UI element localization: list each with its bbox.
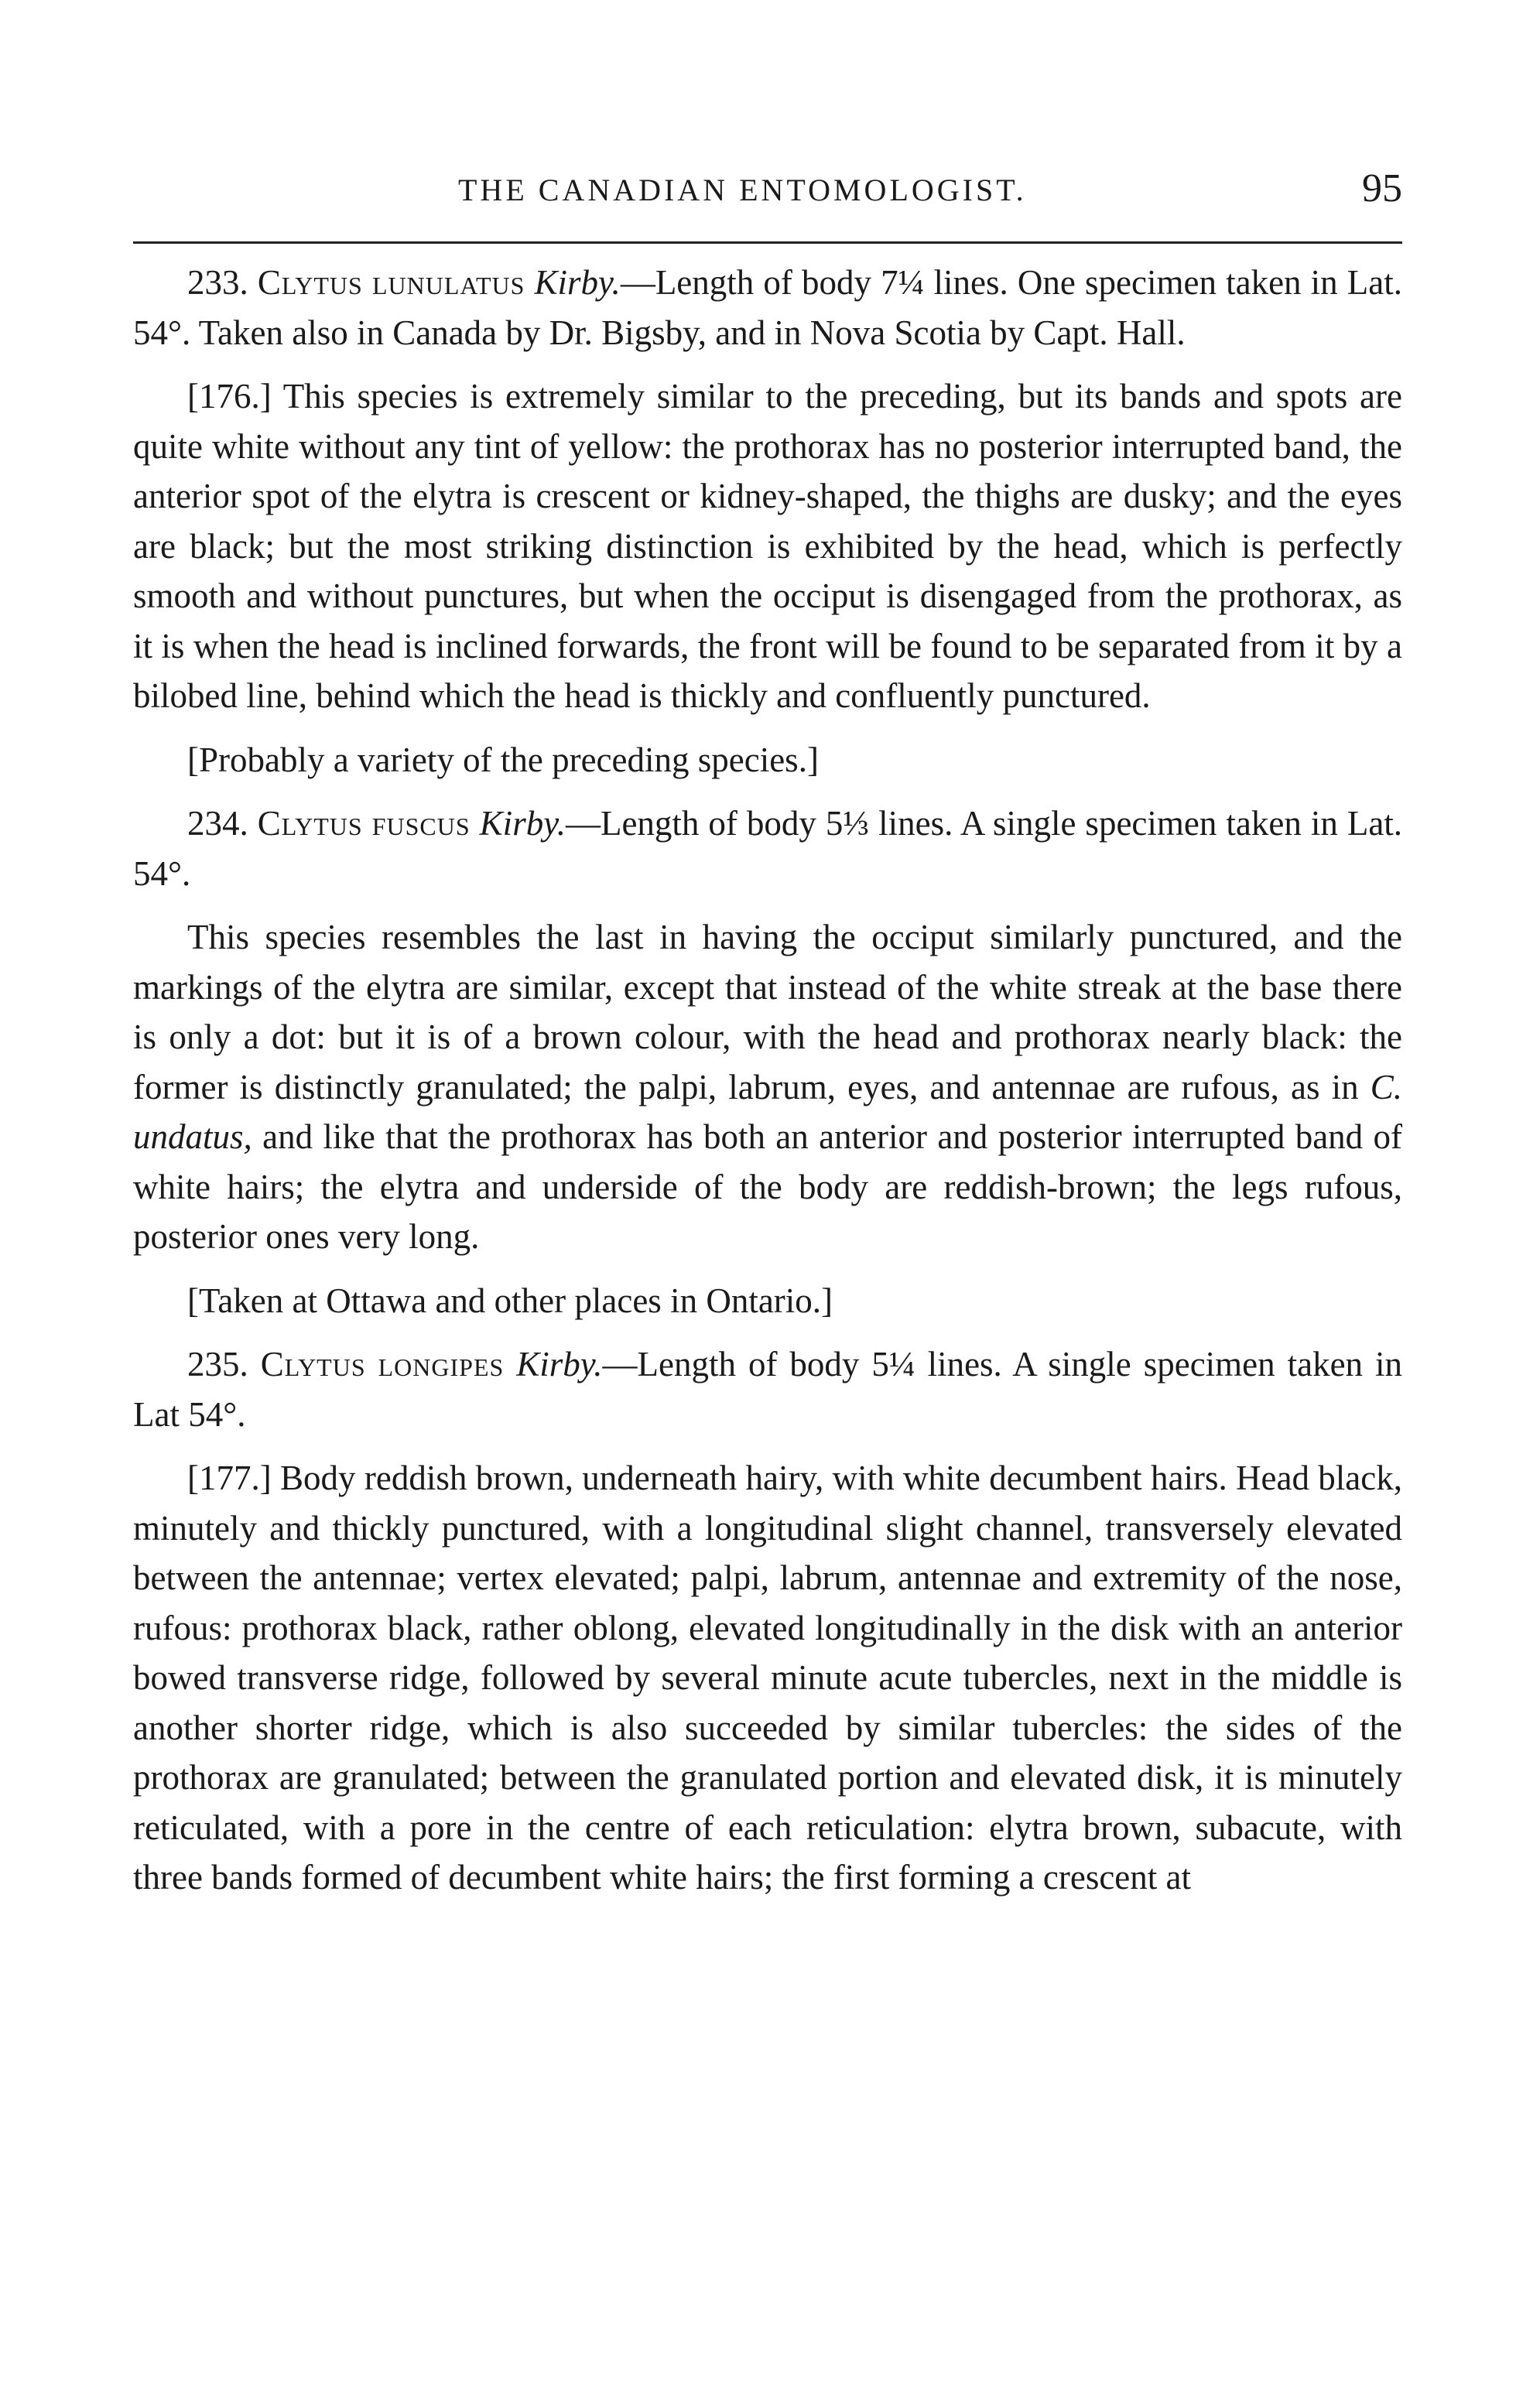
author-name: Kirby. xyxy=(479,804,566,843)
author-name: Kirby. xyxy=(516,1345,603,1384)
entry-description: —Length of body 5¼ lines. A single specimen taken in Lat 54°. xyxy=(133,1345,1403,1434)
editorial-note: [Taken at Ottawa and other places in Ontario.] xyxy=(187,1281,833,1320)
genus-name: Clytus xyxy=(260,1345,366,1384)
editorial-note: [Probably a variety of the preceding species.] xyxy=(187,740,819,779)
species-entry-233 xyxy=(133,258,1402,357)
author-name: Kirby. xyxy=(534,263,621,302)
page-number: 95 xyxy=(1362,166,1402,210)
species-entry-235 xyxy=(133,1339,1402,1439)
description-part-b: and like that the prothorax has both an anterior and posterior interrupted band of white hairs; the elytra and underside of the body are reddish-brown; the legs rufous, posterior ones very long. xyxy=(133,1117,1402,1256)
species-name: longipes xyxy=(378,1345,505,1384)
genus-name: Clytus xyxy=(257,804,363,843)
document-page xyxy=(133,166,1403,1917)
paragraph-176: [176.] This species is extremely similar to the preceding, but its bands and spots are quite white without any tint of yellow: the prothorax has no posterior interrupted band, the anterior spot of the elytra is crescent or kidney-shaped, the thighs are dusky; and the eyes are black; but the most striking distinction is exhibited by the head, which is perfectly smooth and without punctures, but when the occiput is disengaged from the prothorax, as it is when the head is inclined forwards, the front will be found to be separated from it by a bilobed line, behind which the head is thickly and confluently punctured. xyxy=(133,377,1402,715)
species-entry-234 xyxy=(133,799,1402,898)
genus-name: Clytus xyxy=(257,263,363,302)
paragraph-fuscus-description xyxy=(133,912,1402,1262)
entry-number: 234. xyxy=(187,804,248,843)
entry-description: —Length of body 5⅓ lines. A single specimen taken in Lat. 54°. xyxy=(133,804,1403,893)
entry-number: 233. xyxy=(187,263,248,302)
species-name: lunulatus xyxy=(371,263,525,302)
italic-species-ref: C. undatus, xyxy=(133,1067,1402,1156)
header-rule xyxy=(133,241,1402,244)
description-part-a: This species resembles the last in having the occiput similarly punctured, and the markings of the elytra are similar, except that instead of the white streak at the base there is only a dot: but it is of a brown colour, with the head and prothorax nearly black: the former is distinctly granulated; the palpi, labrum, eyes, and antennae are rufous, as in xyxy=(133,918,1402,1107)
paragraph-177: [177.] Body reddish brown, underneath hairy, with white decumbent hairs. Head black, minutely and thickly punctured, with a longitudinal slight channel, transversely elevated between the antennae; vertex elevated; palpi, labrum, antennae and extremity of the nose, rufous: prothorax black, rather oblong, elevated longitudinally in the disk with an anterior bowed transverse ridge, followed by several minute acute tubercles, next in the middle is another shorter ridge, which is also succeeded by similar tubercles: the sides of the prothorax are granulated; between the granulated portion and elevated disk, it is minutely reticulated, with a pore in the centre of each reticulation: elytra brown, subacute, with three bands formed of decumbent white hairs; the first forming a crescent at xyxy=(133,1459,1402,1897)
entry-description: —Length of body 7¼ lines. One specimen taken in Lat. 54°. Taken also in Canada by Dr. Bigsby, and in Nova Scotia by Capt. Hall. xyxy=(133,263,1403,352)
species-name: fuscus xyxy=(371,804,471,843)
page-header xyxy=(133,166,1402,218)
entry-number: 235. xyxy=(187,1345,248,1384)
running-title: THE CANADIAN ENTOMOLOGIST. xyxy=(458,173,1027,207)
